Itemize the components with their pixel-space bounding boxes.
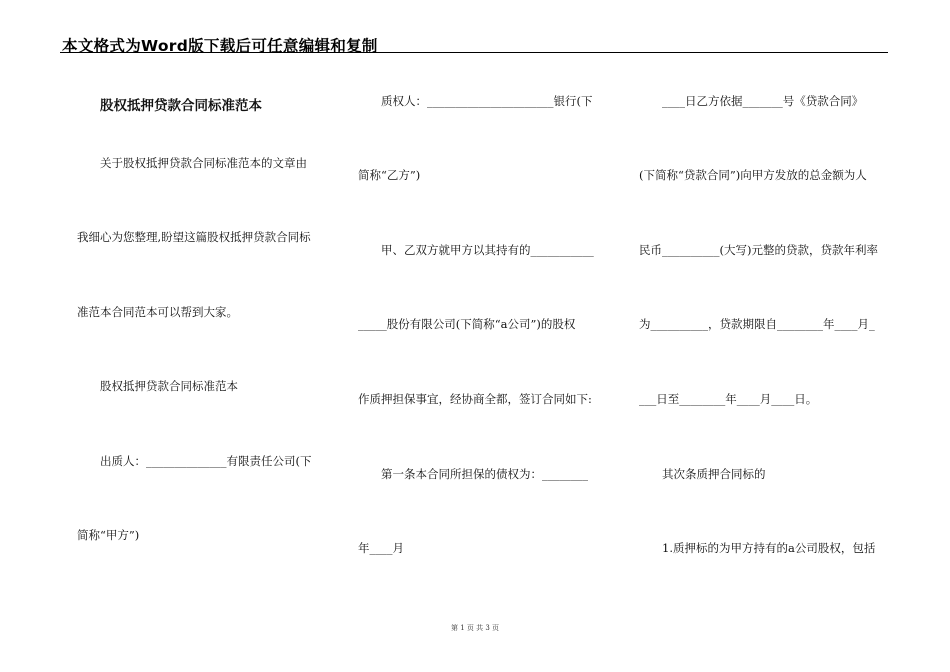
col3-line: 民币__________(大写)元整的贷款，贷款年利率 — [639, 243, 878, 257]
page-number: 第 1 页 共 3 页 — [450, 624, 500, 632]
col2-line: _____股份有限公司(下简称“a公司”)的股权 — [358, 317, 576, 331]
col2-line: 第一条本合同所担保的债权为：________ — [381, 467, 588, 481]
col3-line: ___日至________年____月____日。 — [639, 392, 818, 406]
col3-line: ____日乙方依据_______号《贷款合同》 — [662, 94, 864, 108]
col1-line: 出质人：______________有限责任公司(下 — [100, 454, 312, 468]
col1-line: 准范本合同范本可以帮到大家。 — [77, 305, 238, 319]
col2-line: 简称“乙方”) — [358, 168, 421, 182]
col3-line: 1.质押标的为甲方持有的a公司股权，包括 — [662, 541, 876, 555]
col3-line: 其次条质押合同标的 — [662, 467, 766, 481]
col2-line: 作质押担保事宜，经协商全都，签订合同如下: — [358, 392, 592, 406]
col1-line: 我细心为您整理,盼望这篇股权抵押贷款合同标 — [77, 230, 311, 244]
col2-line: 甲、乙双方就甲方以其持有的___________ — [381, 243, 594, 257]
document-banner: 本文格式为Word版下载后可任意编辑和复制 — [62, 37, 378, 55]
col1-line: 关于股权抵押贷款合同标准范本的文章由 — [100, 156, 307, 170]
col2-line: 年____月 — [358, 541, 404, 555]
header-rule — [60, 52, 888, 53]
document-title: 股权抵押贷款合同标准范本 — [100, 98, 262, 114]
col1-line: 股权抵押贷款合同标准范本 — [100, 379, 238, 393]
col3-line: (下简称“贷款合同”)向甲方发放的总金额为人 — [639, 168, 867, 182]
col2-line: 质权人：______________________银行(下 — [381, 94, 593, 108]
col3-line: 为__________，贷款期限自________年____月_ — [639, 317, 875, 331]
col1-line: 简称“甲方”) — [77, 528, 140, 542]
